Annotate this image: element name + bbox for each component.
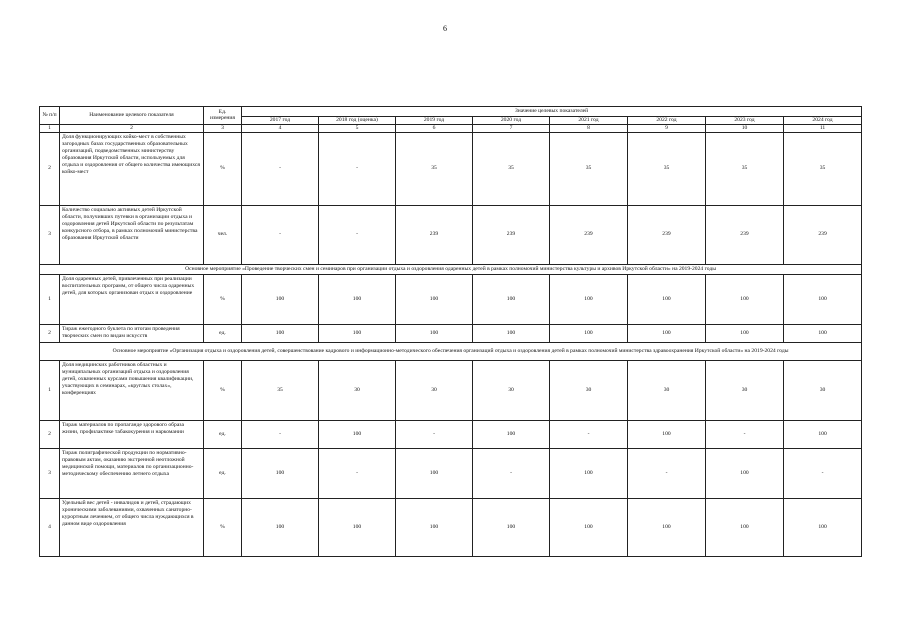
value-cell: 100: [706, 324, 784, 342]
value-cell: 100: [784, 420, 862, 448]
value-cell: 100: [396, 324, 473, 342]
indicator-name: Тираж ежегодного буклета по итогам проведения творческих смен по видам искусств: [60, 324, 204, 342]
value-cell: 100: [550, 324, 628, 342]
row-number: 2: [40, 420, 60, 448]
row-number: 3: [40, 448, 60, 498]
section-title: Основное мероприятие «Организация отдыха и оздоровления детей, совершенствование кадрового и информационно-методического обеспечения организаций отдыха и оздоровления детей в рамках полномочий министерства здравоохранения Иркутской области» на 2019-2024 годы: [40, 342, 862, 360]
column-number: 11: [784, 124, 862, 132]
value-cell: 35: [473, 132, 550, 205]
column-number: 8: [550, 124, 628, 132]
value-cell: 100: [784, 324, 862, 342]
header-year: 2023 год: [706, 117, 784, 125]
value-cell: 100: [550, 498, 628, 556]
value-cell: 35: [784, 132, 862, 205]
row-number: 1: [40, 274, 60, 324]
value-cell: 100: [319, 498, 396, 556]
value-cell: 100: [319, 274, 396, 324]
column-number: 5: [319, 124, 396, 132]
value-cell: 100: [628, 498, 706, 556]
section-row: [40, 264, 862, 274]
indicator-name: Доля медицинских работников областных и муниципальных организаций отдыха и оздоровления детей, охваченных курсами повышения квалификации, участвующих в семинарах, «круглых столах», конференциях: [60, 360, 204, 420]
value-cell: 35: [550, 132, 628, 205]
row-number: 4: [40, 498, 60, 556]
header-year: 2024 год: [784, 117, 862, 125]
table-row: [40, 324, 862, 342]
indicator-name: Доля одаренных детей, привлеченных при реализации воспитательных программ, от общего числа одаренных детей, для которых организован отдых и оздоровление: [60, 274, 204, 324]
row-number: 1: [40, 360, 60, 420]
value-cell: 100: [473, 274, 550, 324]
header-unit: Ед. измерения: [204, 107, 242, 125]
value-cell: -: [473, 448, 550, 498]
value-cell: 100: [242, 274, 319, 324]
header-year: 2017 год: [242, 117, 319, 125]
value-cell: 35: [242, 360, 319, 420]
value-cell: 100: [628, 324, 706, 342]
value-cell: 30: [319, 360, 396, 420]
table-row: [40, 448, 862, 498]
value-cell: -: [706, 420, 784, 448]
value-cell: 239: [706, 205, 784, 264]
value-cell: 30: [473, 360, 550, 420]
column-number: 7: [473, 124, 550, 132]
column-number: 2: [60, 124, 204, 132]
value-cell: 100: [242, 324, 319, 342]
value-cell: 100: [628, 274, 706, 324]
header-num: № п/п: [40, 107, 60, 125]
table-row: [40, 274, 862, 324]
table-row: [40, 498, 862, 556]
header-year: 2018 год (оценка): [319, 117, 396, 125]
value-cell: -: [242, 420, 319, 448]
value-cell: 100: [473, 324, 550, 342]
value-cell: 100: [550, 448, 628, 498]
value-cell: 100: [628, 420, 706, 448]
indicator-name: Тираж полиграфической продукции по нормативно-правовым актам, оказанию экстренной неотложной медицинской помощи, материалов по организационно-методическому обеспечению летнего отдыха: [60, 448, 204, 498]
column-number: 10: [706, 124, 784, 132]
value-cell: 30: [628, 360, 706, 420]
table-row: [40, 360, 862, 420]
header-row: [40, 107, 862, 117]
value-cell: 100: [319, 324, 396, 342]
header-year: 2021 год: [550, 117, 628, 125]
value-cell: 100: [242, 448, 319, 498]
column-number: 9: [628, 124, 706, 132]
value-cell: 35: [628, 132, 706, 205]
column-numbers-row: [40, 124, 862, 132]
value-cell: -: [550, 420, 628, 448]
unit-cell: %: [204, 274, 242, 324]
header-year: 2022 год: [628, 117, 706, 125]
value-cell: 239: [396, 205, 473, 264]
indicator-name: Доля функционирующих койко-мест в собственных загородных базах государственных образовательных организаций, подведомственных министерству образования Иркутской области, используемых для отдыха и оздоровления от общего количества имеющихся койко-мест: [60, 132, 204, 205]
column-number: 1: [40, 124, 60, 132]
value-cell: 239: [784, 205, 862, 264]
value-cell: 100: [396, 498, 473, 556]
value-cell: 239: [628, 205, 706, 264]
indicator-name: Количество социально активных детей Иркутской области, получивших путевки в организации отдыха и оздоровления детей Иркутской области по результатам конкурсного отбора, в рамках полномочий министерства образования Иркутской области: [60, 205, 204, 264]
value-cell: -: [784, 448, 862, 498]
value-cell: 100: [784, 274, 862, 324]
indicator-name: Тираж материалов по пропаганде здорового образа жизни, профилактике табакокурения и наркомании: [60, 420, 204, 448]
header-values-group: Значение целевых показателей: [242, 107, 862, 117]
unit-cell: ед.: [204, 420, 242, 448]
unit-cell: чел.: [204, 205, 242, 264]
value-cell: -: [396, 420, 473, 448]
value-cell: 35: [706, 132, 784, 205]
value-cell: 100: [706, 448, 784, 498]
value-cell: 100: [396, 274, 473, 324]
section-title: Основное мероприятие «Проведение творческих смен и семинаров при организации отдыха и оздоровления одаренных детей в рамках полномочий министерства культуры и архивов Иркутской области» на 2019-2024 годы: [40, 264, 862, 274]
unit-cell: ед.: [204, 324, 242, 342]
unit-cell: ед.: [204, 448, 242, 498]
column-number: 4: [242, 124, 319, 132]
table-row: [40, 420, 862, 448]
value-cell: 100: [396, 448, 473, 498]
value-cell: 30: [706, 360, 784, 420]
row-number: 3: [40, 205, 60, 264]
value-cell: 239: [550, 205, 628, 264]
row-number: 2: [40, 132, 60, 205]
value-cell: -: [242, 132, 319, 205]
unit-cell: %: [204, 132, 242, 205]
value-cell: 30: [396, 360, 473, 420]
value-cell: 100: [473, 420, 550, 448]
header-name: Наименование целевого показателя: [60, 107, 204, 125]
value-cell: -: [242, 205, 319, 264]
value-cell: -: [319, 448, 396, 498]
value-cell: 100: [473, 498, 550, 556]
value-cell: 100: [706, 274, 784, 324]
value-cell: 35: [396, 132, 473, 205]
value-cell: 100: [319, 420, 396, 448]
value-cell: 239: [473, 205, 550, 264]
value-cell: -: [319, 132, 396, 205]
value-cell: 100: [706, 498, 784, 556]
value-cell: 100: [550, 274, 628, 324]
value-cell: -: [628, 448, 706, 498]
value-cell: 100: [242, 498, 319, 556]
value-cell: 30: [550, 360, 628, 420]
page-number: 6: [443, 24, 447, 33]
indicator-name: Удельный вес детей - инвалидов и детей, страдающих хроническими заболеваниями, охваченных санаторно-курортным лечением, от общего числа нуждающихся в данном виде оздоровления: [60, 498, 204, 556]
value-cell: 100: [784, 498, 862, 556]
value-cell: 30: [784, 360, 862, 420]
table-row: [40, 205, 862, 264]
unit-cell: %: [204, 360, 242, 420]
unit-cell: %: [204, 498, 242, 556]
section-row: [40, 342, 862, 360]
header-year: 2020 год: [473, 117, 550, 125]
table-row: [40, 132, 862, 205]
header-year: 2019 год: [396, 117, 473, 125]
target-indicators-table: [39, 106, 862, 557]
column-number: 3: [204, 124, 242, 132]
row-number: 2: [40, 324, 60, 342]
column-number: 6: [396, 124, 473, 132]
value-cell: -: [319, 205, 396, 264]
